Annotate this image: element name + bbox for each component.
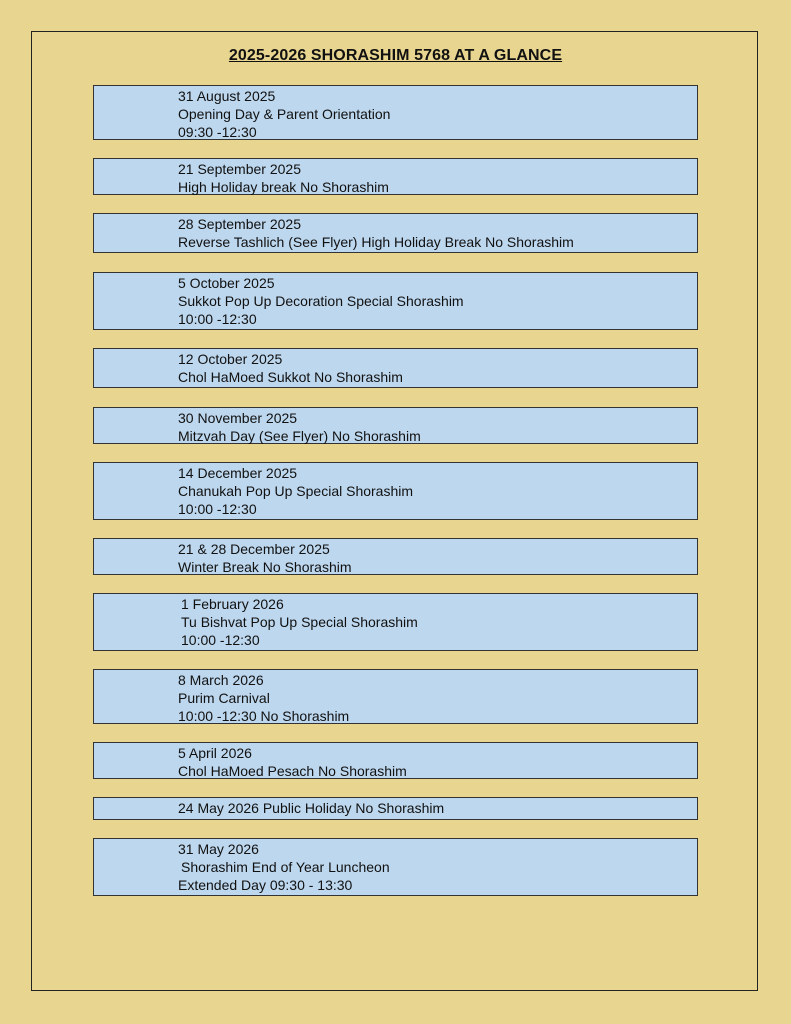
event-box bbox=[93, 407, 698, 444]
event-description: High Holiday break No Shorashim bbox=[178, 179, 389, 195]
event-date: 1 February 2026 bbox=[181, 596, 284, 612]
event-time: 10:00 -12:30 No Shorashim bbox=[178, 708, 350, 724]
event-description: Chanukah Pop Up Special Shorashim bbox=[178, 483, 414, 499]
event-date: 28 September 2025 bbox=[178, 216, 301, 232]
event-box bbox=[93, 85, 698, 140]
event-box bbox=[93, 593, 698, 651]
event-box bbox=[93, 669, 698, 724]
event-description: Shorashim End of Year Luncheon bbox=[181, 859, 390, 875]
event-box bbox=[93, 158, 698, 195]
event-date: 21 September 2025 bbox=[178, 161, 301, 177]
event-box bbox=[93, 272, 698, 330]
event-description: 24 May 2026 Public Holiday No Shorashim bbox=[178, 800, 445, 816]
event-date: 14 December 2025 bbox=[178, 465, 298, 481]
page-title: 2025-2026 SHORASHIM 5768 AT A GLANCE bbox=[228, 47, 563, 64]
event-description: Winter Break No Shorashim bbox=[178, 559, 352, 575]
event-box bbox=[93, 797, 698, 820]
event-date: 30 November 2025 bbox=[178, 410, 298, 426]
event-box bbox=[93, 742, 698, 779]
event-description: Chol HaMoed Pesach No Shorashim bbox=[178, 763, 407, 779]
event-date: 31 August 2025 bbox=[178, 88, 276, 104]
event-time: 10:00 -12:30 bbox=[178, 501, 257, 517]
event-description: Opening Day & Parent Orientation bbox=[178, 106, 391, 122]
event-date: 12 October 2025 bbox=[178, 351, 283, 367]
event-box bbox=[93, 538, 698, 575]
event-time: 10:00 -12:30 bbox=[178, 311, 257, 327]
event-date: 31 May 2026 bbox=[178, 841, 259, 857]
event-description: Tu Bishvat Pop Up Special Shorashim bbox=[181, 614, 418, 630]
event-description: Chol HaMoed Sukkot No Shorashim bbox=[178, 369, 403, 385]
event-time: Extended Day 09:30 - 13:30 bbox=[178, 877, 353, 893]
event-box bbox=[93, 348, 698, 388]
event-box bbox=[93, 838, 698, 896]
event-time: 10:00 -12:30 bbox=[181, 632, 260, 648]
event-date: 5 April 2026 bbox=[178, 745, 252, 761]
event-box bbox=[93, 213, 698, 253]
event-description: Purim Carnival bbox=[178, 690, 270, 706]
event-date: 8 March 2026 bbox=[178, 672, 264, 688]
event-time: 09:30 -12:30 bbox=[178, 124, 257, 140]
event-date: 5 October 2025 bbox=[178, 275, 275, 291]
event-description: Reverse Tashlich (See Flyer) High Holiday Break No Shorashim bbox=[178, 234, 574, 250]
event-description: Sukkot Pop Up Decoration Special Shorashim bbox=[178, 293, 464, 309]
event-box bbox=[93, 462, 698, 520]
event-description: Mitzvah Day (See Flyer) No Shorashim bbox=[178, 428, 421, 444]
event-date: 21 & 28 December 2025 bbox=[178, 541, 330, 557]
